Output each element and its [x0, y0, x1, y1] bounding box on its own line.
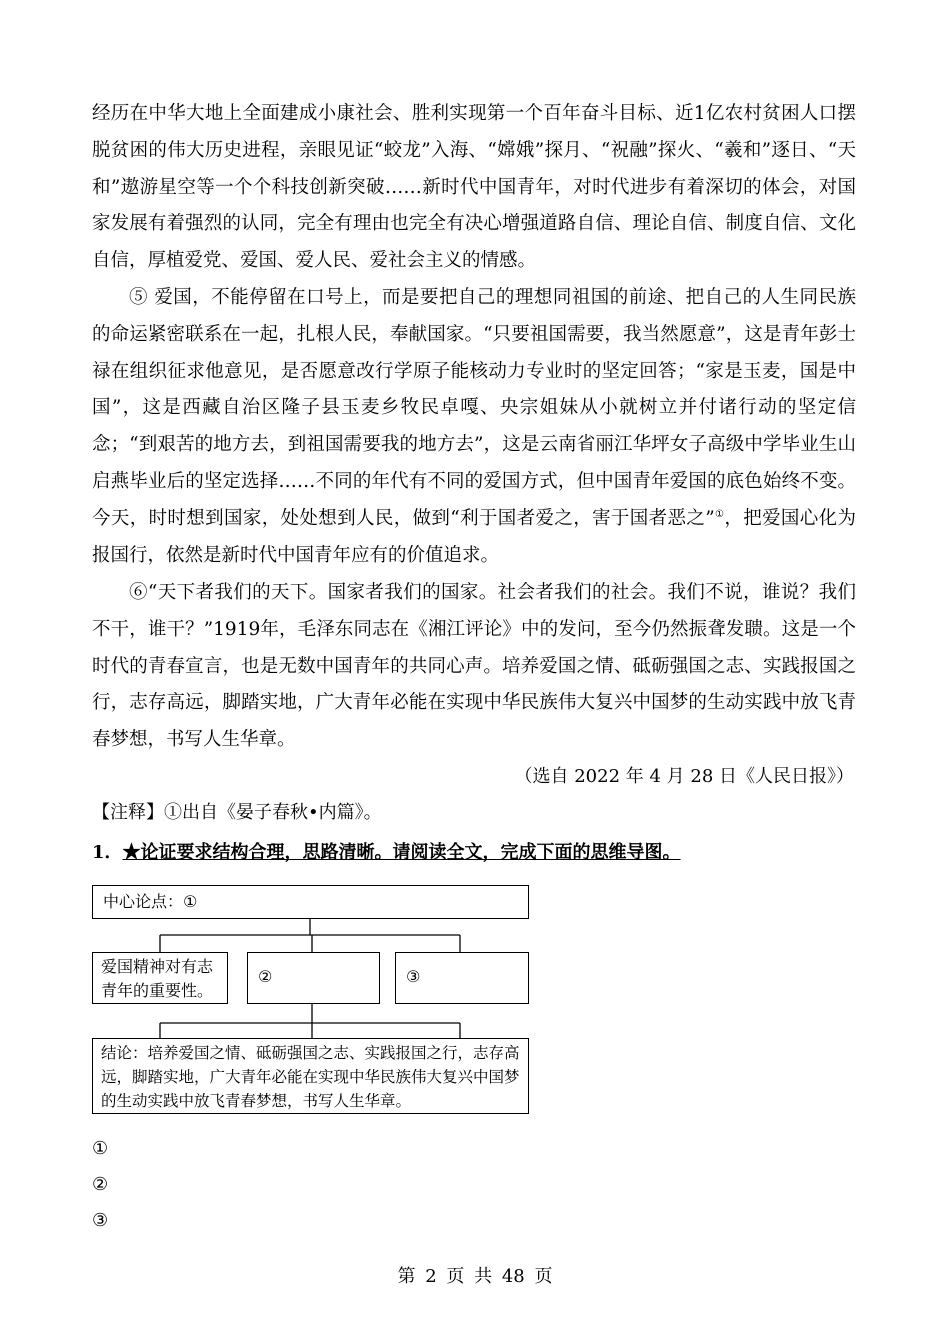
branch-box-3: ③	[395, 952, 529, 1004]
annotation-note: 【注释】①出自《晏子春秋•内篇》。	[92, 802, 382, 823]
conclusion-box: 结论：培养爱国之情、砥砺强国之志、实践报国之行，志存高远，脚踏实地，广大青年必能在实现中华民族伟大复兴中国梦的生动实践中放飞青春梦想，书写人生华章。	[92, 1038, 529, 1114]
paragraph-6: ⑥“天下者我们的天下。国家者我们的国家。社会者我们的社会。我们不说，谁说？我们不干，谁干？”1919年，毛泽东同志在《湘江评论》中的发问，至今仍然振聋发聩。这是一个时代的青春宣言，也是无数中国青年的共同心声。培养爱国之情、砥砺强国之志、实践报国之行，志存高远，脚踏实地，广大青年必能在实现中华民族伟大复兴中国梦的生动实践中放飞青春梦想，书写人生华章。	[92, 582, 856, 751]
page-footer: 第 2 页 共 48 页	[397, 1266, 553, 1287]
mind-map	[92, 885, 532, 1115]
answer-line-3: ③	[92, 1210, 109, 1231]
answer-line-1: ①	[92, 1138, 109, 1159]
paragraph-5-text-end: ，把爱国心化为报国行，依然是新时代中国青年应有的价值追求。	[92, 507, 856, 566]
question-number: 1．	[92, 842, 123, 863]
paragraph-5-text: ⑤ 爱国，不能停留在口号上，而是要把自己的理想同祖国的前途、把自己的人生同民族的命运紧密联系在一起，扎根人民，奉献国家。“只要祖国需要，我当然愿意”，这是青年彭士禄在组织征求他意见，是否愿意改行学原子能核动力专业时的坚定回答；“家是玉麦，国是中国”，这是西藏自治区隆子县玉麦乡牧民卓嘎、央宗姐妹从小就树立并付诸行动的坚定信念；“到艰苦的地方去，到祖国需要我的地方去”，这是云南省丽江华坪女子高级中学毕业生山启燕毕业后的坚定选择……不同的年代有不同的爱国方式，但中国青年爱国的底色始终不变。今天，时时想到国家，处处想到人民，做到“利于国者爱之，害于国者恶之”	[92, 287, 856, 529]
article-source: （选自 2022 年 4 月 28 日《人民日报》）	[514, 766, 854, 787]
question-text: ★论证要求结构合理，思路清晰。请阅读全文，完成下面的思维导图。	[122, 842, 681, 863]
branch-box-1: 爱国精神对有志青年的重要性。	[92, 952, 228, 1004]
question-1	[92, 835, 681, 871]
branch-box-2: ②	[247, 952, 380, 1004]
answer-line-2: ②	[92, 1174, 109, 1195]
central-argument-box: 中心论点：①	[92, 885, 529, 919]
paragraph-5	[92, 280, 856, 574]
answer-lines	[92, 1131, 108, 1239]
paragraph-4-continued: 经历在中华大地上全面建成小康社会、胜利实现第一个百年奋斗目标、近1亿农村贫困人口摆脱贫困的伟大历史进程，亲眼见证“蛟龙”入海、“嫦娥”探月、“祝融”探火、“羲和”逐日、“天和”遨游星空等一个个科技创新突破……新时代中国青年，对时代进步有着深切的体会，对国家发展有着强烈的认同，完全有理由也完全有决心增强道路自信、理论自信、制度自信、文化自信，厚植爱党、爱国、爱人民、爱社会主义的情感。	[92, 103, 856, 272]
footnote-marker: ①	[714, 508, 725, 520]
